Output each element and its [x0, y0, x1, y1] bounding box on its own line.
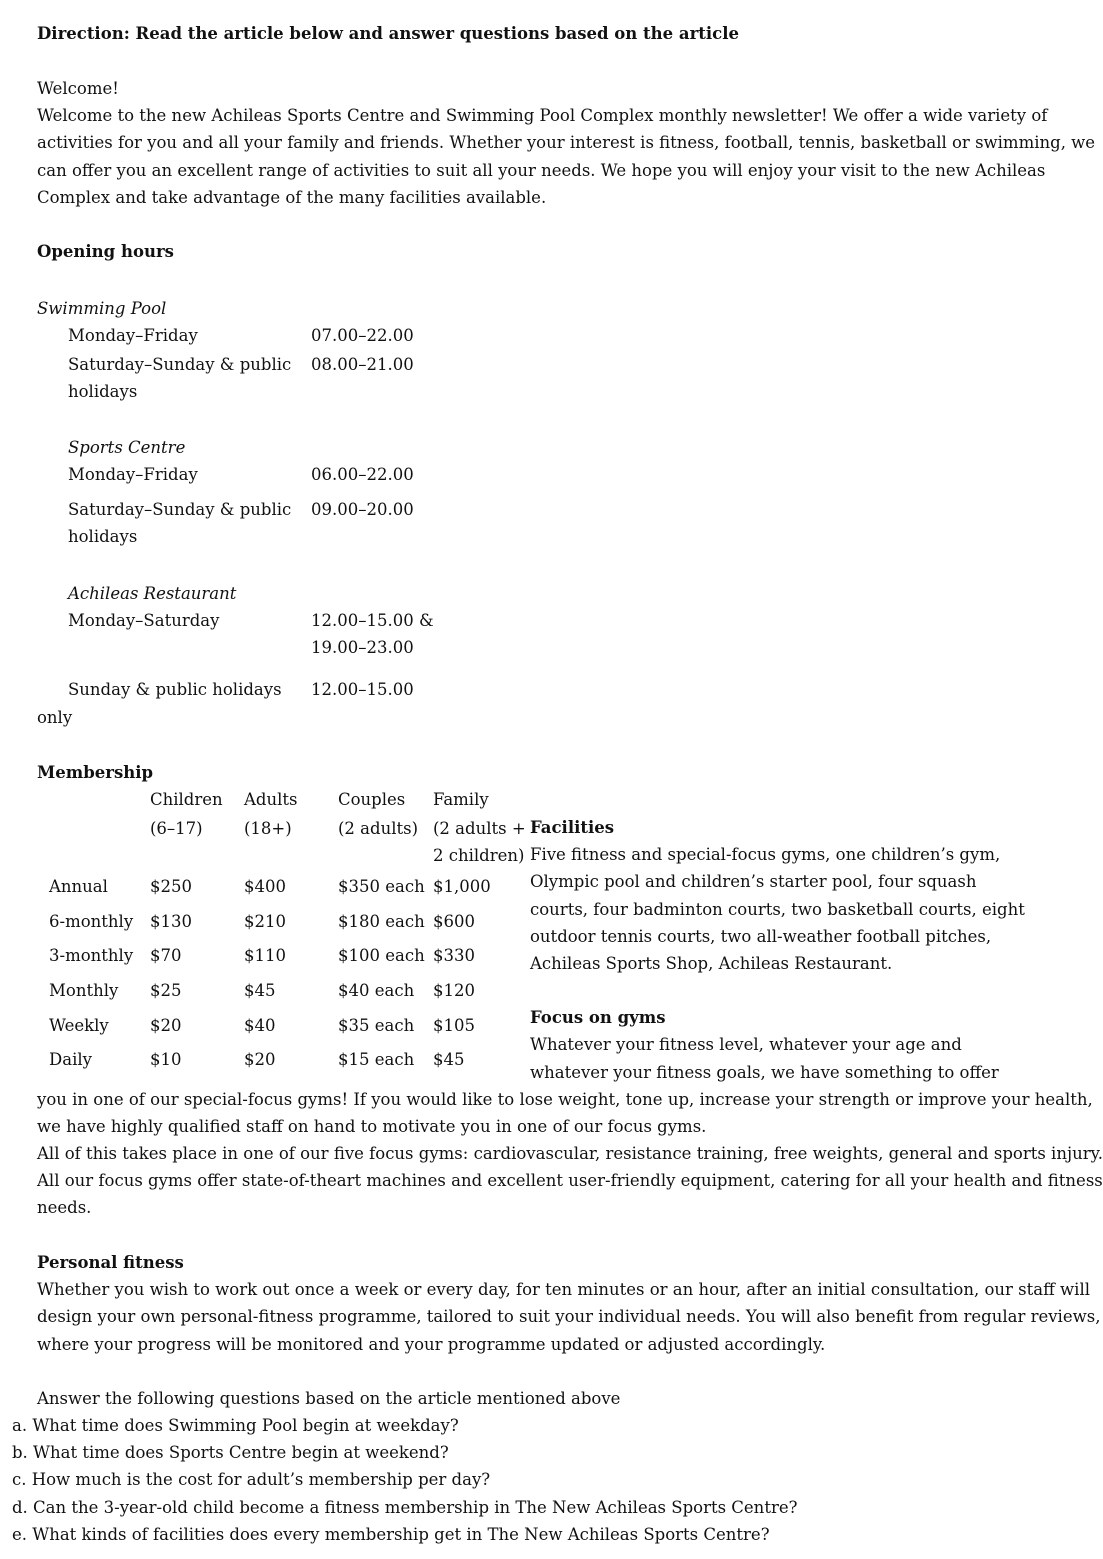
focus-gyms-line: whatever your fitness goals, we have something to offer: [530, 1063, 999, 1082]
sports-centre-title: Sports Centre: [68, 438, 186, 457]
focus-gyms-line: Whatever your fitness level, whatever your age and: [530, 1035, 962, 1054]
price-cell: $350 each: [338, 877, 425, 896]
row-label: Weekly: [49, 1016, 109, 1035]
question-item: a. What time does Swimming Pool begin at weekday?: [12, 1416, 459, 1435]
price-cell: $35 each: [338, 1016, 415, 1035]
row-label: 6-monthly: [49, 912, 134, 931]
question-item: e. What kinds of facilities does every membership get in The New Achileas Sports Centre?: [12, 1525, 770, 1544]
col-sub-couples: (2 adults): [338, 819, 419, 838]
welcome-line: Complex and take advantage of the many facilities available.: [37, 188, 547, 207]
membership-heading: Membership: [37, 763, 154, 782]
centre-weekend-label: Saturday–Sunday & public: [68, 500, 292, 519]
price-cell: $400: [244, 877, 286, 896]
focus-gyms-line: All our focus gyms offer state-of-theart machines and excellent user-friendly equipment, catering for all your health and fitness: [37, 1171, 1103, 1190]
price-cell: $15 each: [338, 1050, 415, 1069]
questions-intro: Answer the following questions based on the article mentioned above: [37, 1389, 621, 1408]
price-cell: $1,000: [433, 877, 491, 896]
focus-gyms-heading: Focus on gyms: [530, 1008, 666, 1027]
focus-gyms-line: All of this takes place in one of our five focus gyms: cardiovascular, resistance training, free weights, general and sports injury.: [37, 1144, 1103, 1163]
col-sub-family: (2 adults +: [433, 819, 526, 838]
price-cell: $105: [433, 1016, 475, 1035]
price-cell: $180 each: [338, 912, 425, 931]
price-cell: $45: [433, 1050, 465, 1069]
facilities-line: courts, four badminton courts, two basketball courts, eight: [530, 900, 1025, 919]
personal-fitness-line: Whether you wish to work out once a week or every day, for ten minutes or an hour, after an initial consultation, our staff will: [37, 1280, 1091, 1299]
centre-weekend-time: 09.00–20.00: [311, 500, 414, 519]
pool-weekday-label: Monday–Friday: [68, 326, 198, 345]
question-item: c. How much is the cost for adult’s membership per day?: [12, 1470, 491, 1489]
price-cell: $110: [244, 946, 286, 965]
pool-weekend-label-2: holidays: [68, 382, 138, 401]
col-sub-family-2: 2 children): [433, 846, 525, 865]
centre-weekday-time: 06.00–22.00: [311, 465, 414, 484]
restaurant-weekday-label: Monday–Saturday: [68, 611, 220, 630]
col-header-family: Family: [433, 790, 489, 809]
pool-weekday-time: 07.00–22.00: [311, 326, 414, 345]
question-item: b. What time does Sports Centre begin at weekend?: [12, 1443, 449, 1462]
restaurant-title: Achileas Restaurant: [68, 584, 237, 603]
pool-weekend-label: Saturday–Sunday & public: [68, 355, 292, 374]
restaurant-sunday-label: Sunday & public holidays: [68, 680, 282, 699]
col-header-couples: Couples: [338, 790, 406, 809]
restaurant-sunday-only: only: [37, 708, 73, 727]
pool-weekend-time: 08.00–21.00: [311, 355, 414, 374]
focus-gyms-line: needs.: [37, 1198, 92, 1217]
price-cell: $25: [150, 981, 182, 1000]
restaurant-weekday-time: 12.00–15.00 &: [311, 611, 434, 630]
price-cell: $40: [244, 1016, 276, 1035]
focus-gyms-line: we have highly qualified staff on hand to motivate you in one of our focus gyms.: [37, 1117, 707, 1136]
facilities-line: Five fitness and special-focus gyms, one children’s gym,: [530, 845, 1001, 864]
opening-hours-heading: Opening hours: [37, 242, 174, 261]
facilities-line: Achileas Sports Shop, Achileas Restaurant.: [530, 954, 893, 973]
welcome-line: Welcome to the new Achileas Sports Centre and Swimming Pool Complex monthly newsletter! We offer a wide variety of: [37, 106, 1048, 125]
price-cell: $40 each: [338, 981, 415, 1000]
personal-fitness-line: where your progress will be monitored and your programme updated or adjusted accordingly.: [37, 1335, 826, 1354]
facilities-line: outdoor tennis courts, two all-weather football pitches,: [530, 927, 992, 946]
centre-weekend-label-2: holidays: [68, 527, 138, 546]
focus-gyms-line: you in one of our special-focus gyms! If you would like to lose weight, tone up, increase your strength or improve your health,: [37, 1090, 1093, 1109]
swimming-pool-title: Swimming Pool: [37, 299, 167, 318]
price-cell: $330: [433, 946, 475, 965]
price-cell: $10: [150, 1050, 182, 1069]
welcome-line: can offer you an excellent range of activities to suit all your needs. We hope you will enjoy your visit to the new Achileas: [37, 161, 1046, 180]
price-cell: $130: [150, 912, 192, 931]
price-cell: $100 each: [338, 946, 425, 965]
price-cell: $20: [244, 1050, 276, 1069]
price-cell: $45: [244, 981, 276, 1000]
centre-weekday-label: Monday–Friday: [68, 465, 198, 484]
price-cell: $70: [150, 946, 182, 965]
price-cell: $250: [150, 877, 192, 896]
row-label: Monthly: [49, 981, 119, 1000]
facilities-line: Olympic pool and children’s starter pool, four squash: [530, 872, 977, 891]
welcome-line: activities for you and all your family and friends. Whether your interest is fitness, football, tennis, basketball or swimming, we: [37, 133, 1096, 152]
price-cell: $120: [433, 981, 475, 1000]
col-header-children: Children: [150, 790, 223, 809]
personal-fitness-heading: Personal fitness: [37, 1253, 184, 1272]
facilities-heading: Facilities: [530, 818, 615, 837]
welcome-heading: Welcome!: [37, 79, 119, 98]
restaurant-sunday-time: 12.00–15.00: [311, 680, 414, 699]
price-cell: $20: [150, 1016, 182, 1035]
restaurant-weekday-time-2: 19.00–23.00: [311, 638, 414, 657]
price-cell: $210: [244, 912, 286, 931]
row-label: Daily: [49, 1050, 92, 1069]
question-item: d. Can the 3-year-old child become a fitness membership in The New Achileas Sports Centre?: [12, 1498, 798, 1517]
personal-fitness-line: design your own personal-fitness programme, tailored to suit your individual needs. You will also benefit from regular reviews,: [37, 1307, 1101, 1326]
row-label: 3-monthly: [49, 946, 134, 965]
col-sub-adults: (18+): [244, 819, 292, 838]
col-sub-children: (6–17): [150, 819, 203, 838]
row-label: Annual: [49, 877, 108, 896]
col-header-adults: Adults: [244, 790, 298, 809]
direction-text: Direction: Read the article below and answer questions based on the article: [37, 24, 739, 43]
price-cell: $600: [433, 912, 475, 931]
